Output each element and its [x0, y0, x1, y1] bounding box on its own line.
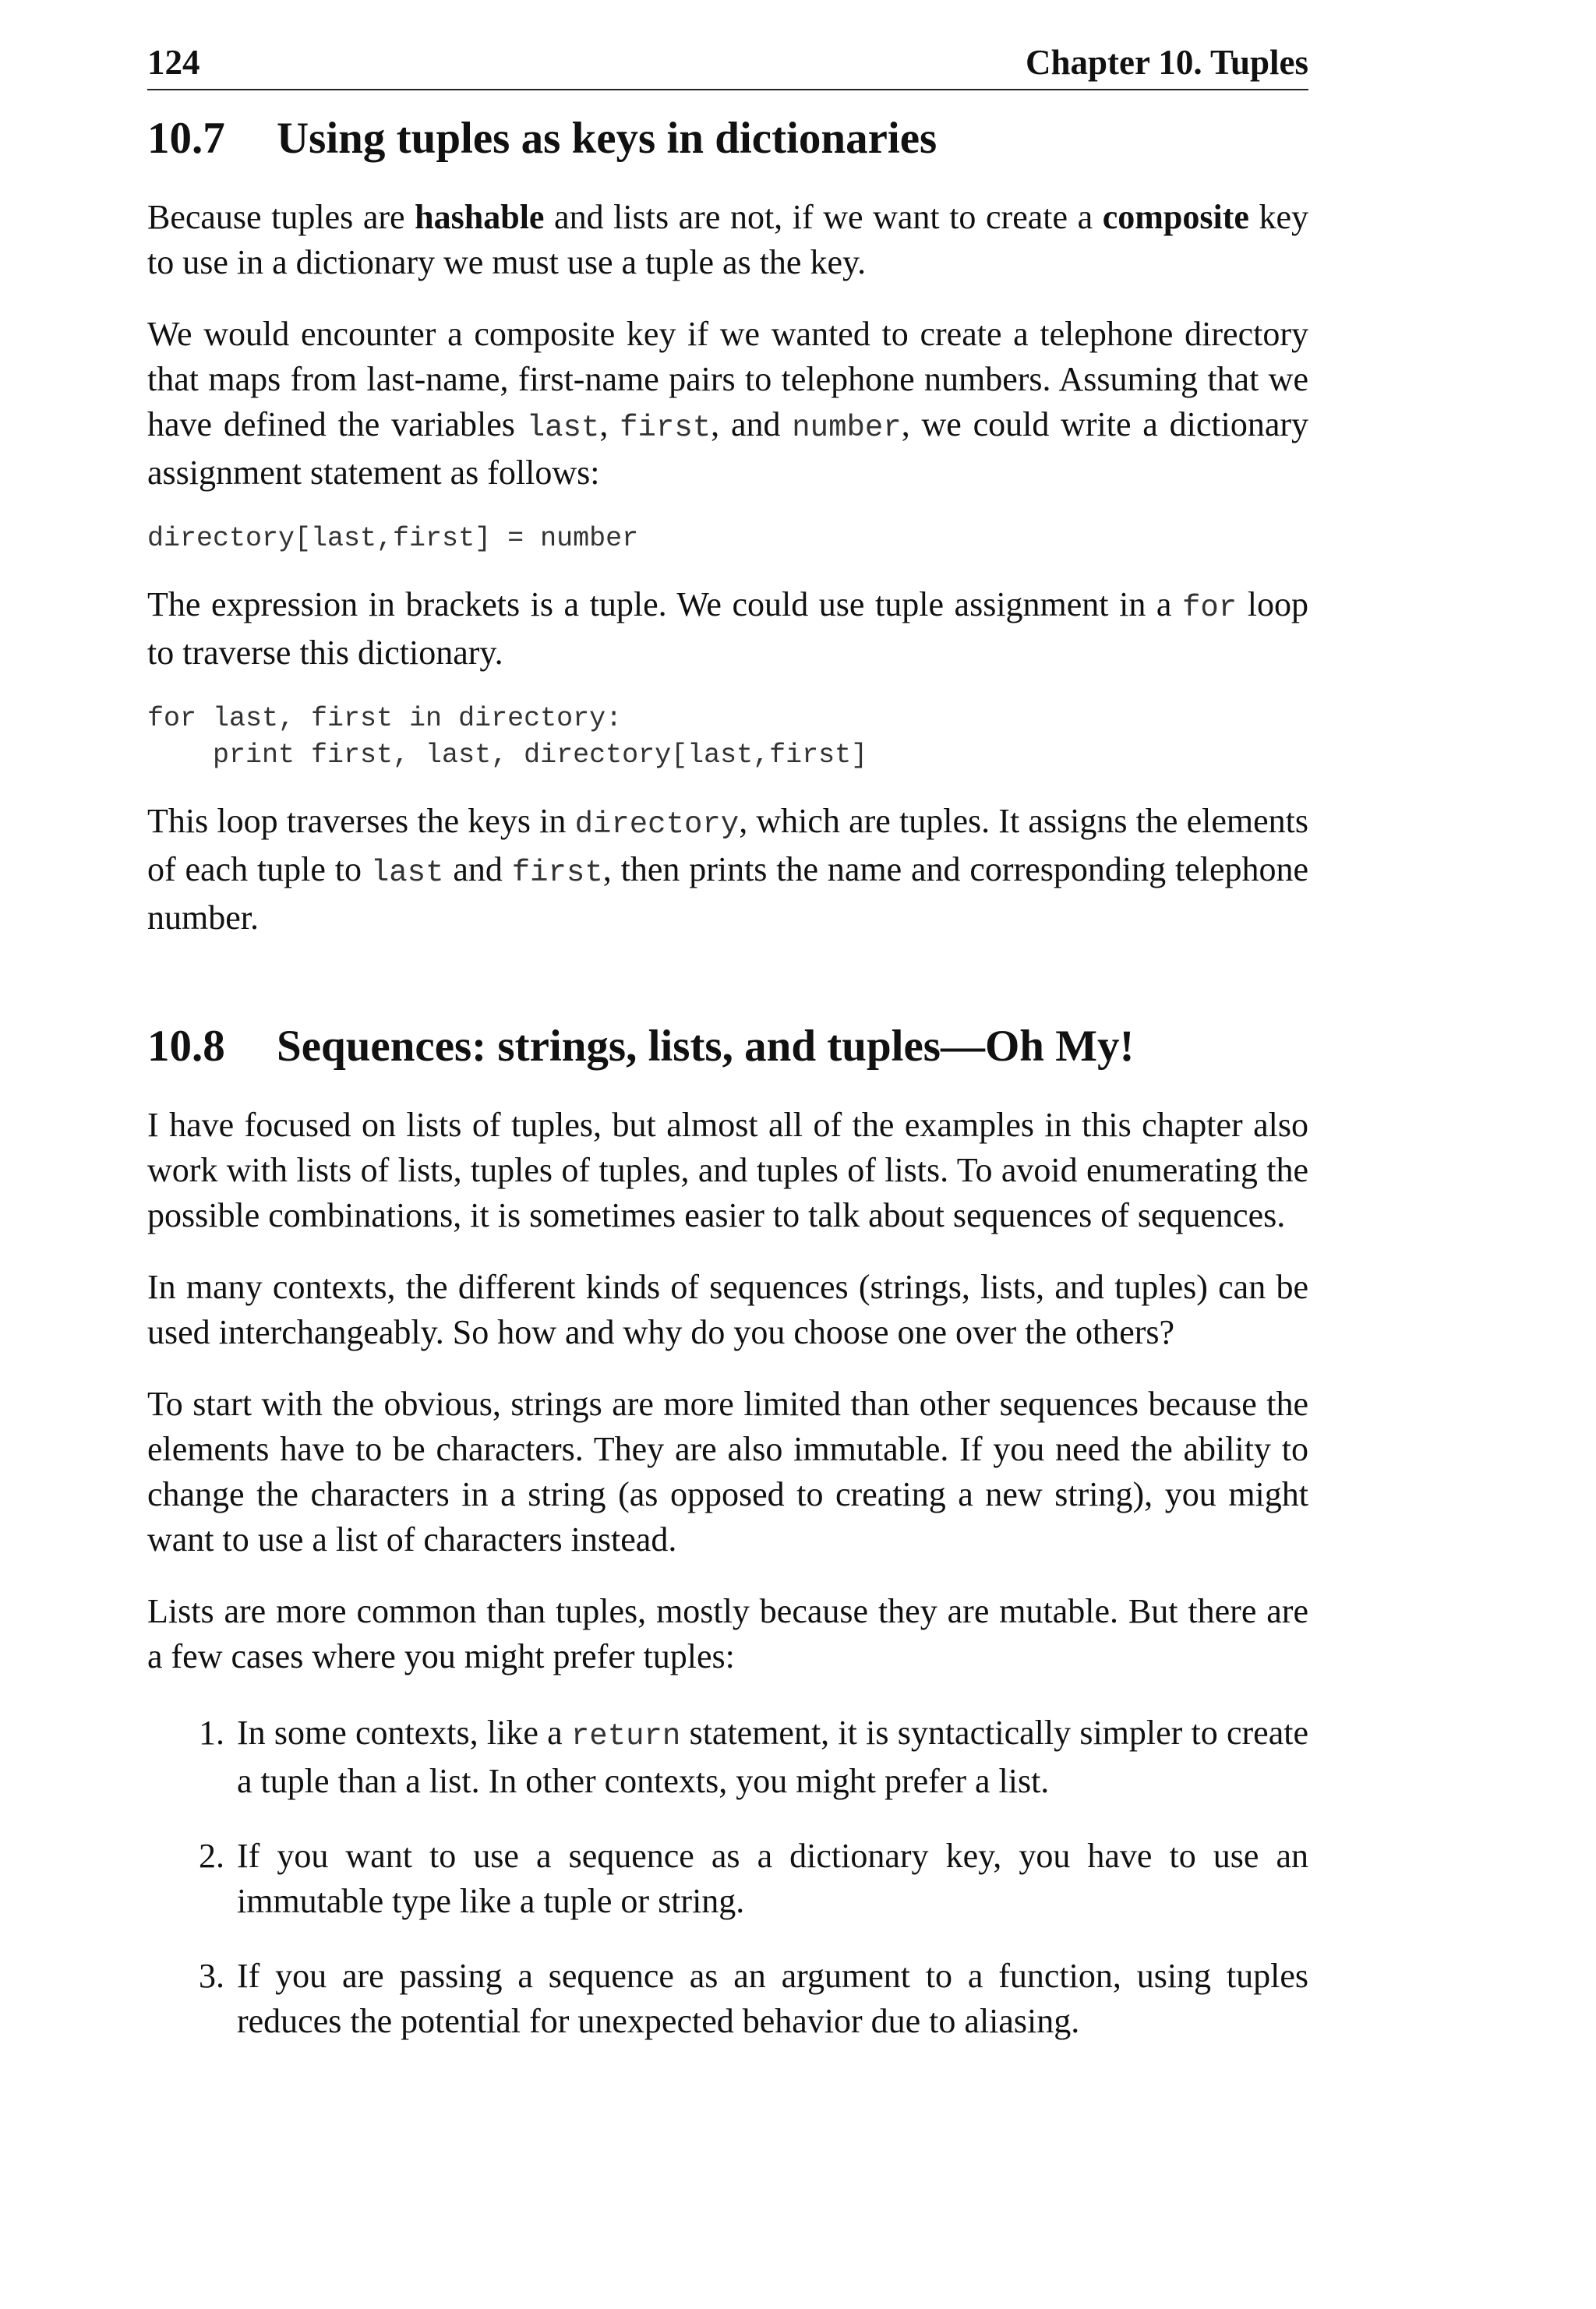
text-run: Because tuples are: [147, 198, 415, 236]
list-item-text: [237, 1711, 1308, 1804]
section-title: Using tuples as keys in dictionaries: [277, 114, 937, 163]
text-run: and lists are not, if we want to create a: [544, 198, 1103, 236]
text-run: statement, it is syntactically simpler to create a tuple than a list. In other contexts, you might prefer a list.: [237, 1714, 1308, 1800]
list-number: 1.: [199, 1714, 224, 1752]
section-number: 10.7: [147, 114, 225, 163]
paragraph: [147, 195, 1308, 285]
list-item: [147, 1711, 1308, 1804]
text-run: , which are tuples. It assigns the elements of each tuple to: [147, 802, 1308, 888]
code-block: directory[last,first] = number: [147, 523, 639, 554]
text-run: , and: [711, 405, 793, 443]
chapter-title: Chapter 10. Tuples: [1025, 43, 1308, 82]
bold-term: composite: [1102, 198, 1249, 236]
text-run: ,: [599, 405, 620, 443]
inline-code: directory: [574, 807, 740, 842]
paragraph: I have focused on lists of tuples, but almost all of the examples in this chapter also work with lists of lists, tuples of tuples, and tuples of lists. To avoid enumerating the possible combinations, it is sometimes easier to talk about sequences of sequences.: [147, 1106, 1308, 1234]
section-number: 10.8: [147, 1022, 225, 1071]
inline-code: last: [526, 411, 600, 445]
list-number: 3.: [199, 1957, 224, 1995]
paragraph: In many contexts, the different kinds of sequences (strings, lists, and tuples) can be used interchangeably. So how and why do you choose one over the others?: [147, 1268, 1308, 1351]
inline-code: first: [511, 856, 603, 890]
numbered-list: [147, 1711, 1308, 2044]
text-run: We would encounter a composite key if we wanted to create a telephone directory that maps from last-name, first-name pairs to telephone numbers. Assuming that we have defined the variables: [147, 315, 1308, 443]
book-page: [147, 37, 1308, 2044]
list-item-text: If you want to use a sequence as a dictionary key, you have to use an immutable type like a tuple or string.: [237, 1837, 1308, 1920]
text-run: This loop traverses the keys in: [147, 802, 575, 840]
paragraph: Lists are more common than tuples, mostly because they are mutable. But there are a few cases where you might prefer tuples:: [147, 1592, 1308, 1675]
section-10-8-heading: [147, 1015, 1308, 1078]
paragraph: [147, 312, 1308, 496]
inline-code: return: [570, 1719, 681, 1753]
bold-term: hashable: [415, 198, 545, 236]
text-run: In some contexts, like a: [237, 1714, 571, 1752]
inline-code: first: [620, 411, 711, 445]
paragraph: [147, 582, 1308, 676]
page-number: 124: [147, 43, 200, 82]
text-run: , we could write a dictionary assignment statement as follows:: [147, 405, 1309, 492]
paragraph: [147, 799, 1308, 941]
text-run: , then prints the name and corresponding telephone number.: [147, 850, 1308, 937]
text-run: loop to traverse this dictionary.: [147, 585, 1308, 672]
inline-code: last: [370, 856, 444, 890]
list-item-text: If you are passing a sequence as an argument to a function, using tuples reduces the potential for unexpected behavior due to aliasing.: [237, 1957, 1308, 2040]
code-block: for last, first in directory: print first, last, directory[last,first]: [147, 703, 868, 771]
inline-code: for: [1181, 591, 1238, 625]
text-run: and: [443, 850, 512, 888]
inline-code: number: [792, 411, 902, 445]
list-item: [147, 1954, 1308, 2044]
text-run: key to use in a dictionary we must use a tuple as the key.: [147, 198, 1309, 281]
running-header: [147, 37, 1308, 90]
list-item: [147, 1834, 1308, 1924]
section-title: Sequences: strings, lists, and tuples—Oh My!: [277, 1022, 1135, 1071]
text-run: The expression in brackets is a tuple. We could use tuple assignment in a: [147, 585, 1182, 623]
paragraph: To start with the obvious, strings are more limited than other sequences because the elements have to be characters. They are also immutable. If you need the ability to change the characters in a string (as opposed to creating a new string), you might want to use a list of characters instead.: [147, 1385, 1308, 1559]
list-number: 2.: [199, 1837, 224, 1875]
section-10-7-heading: [147, 108, 1308, 170]
